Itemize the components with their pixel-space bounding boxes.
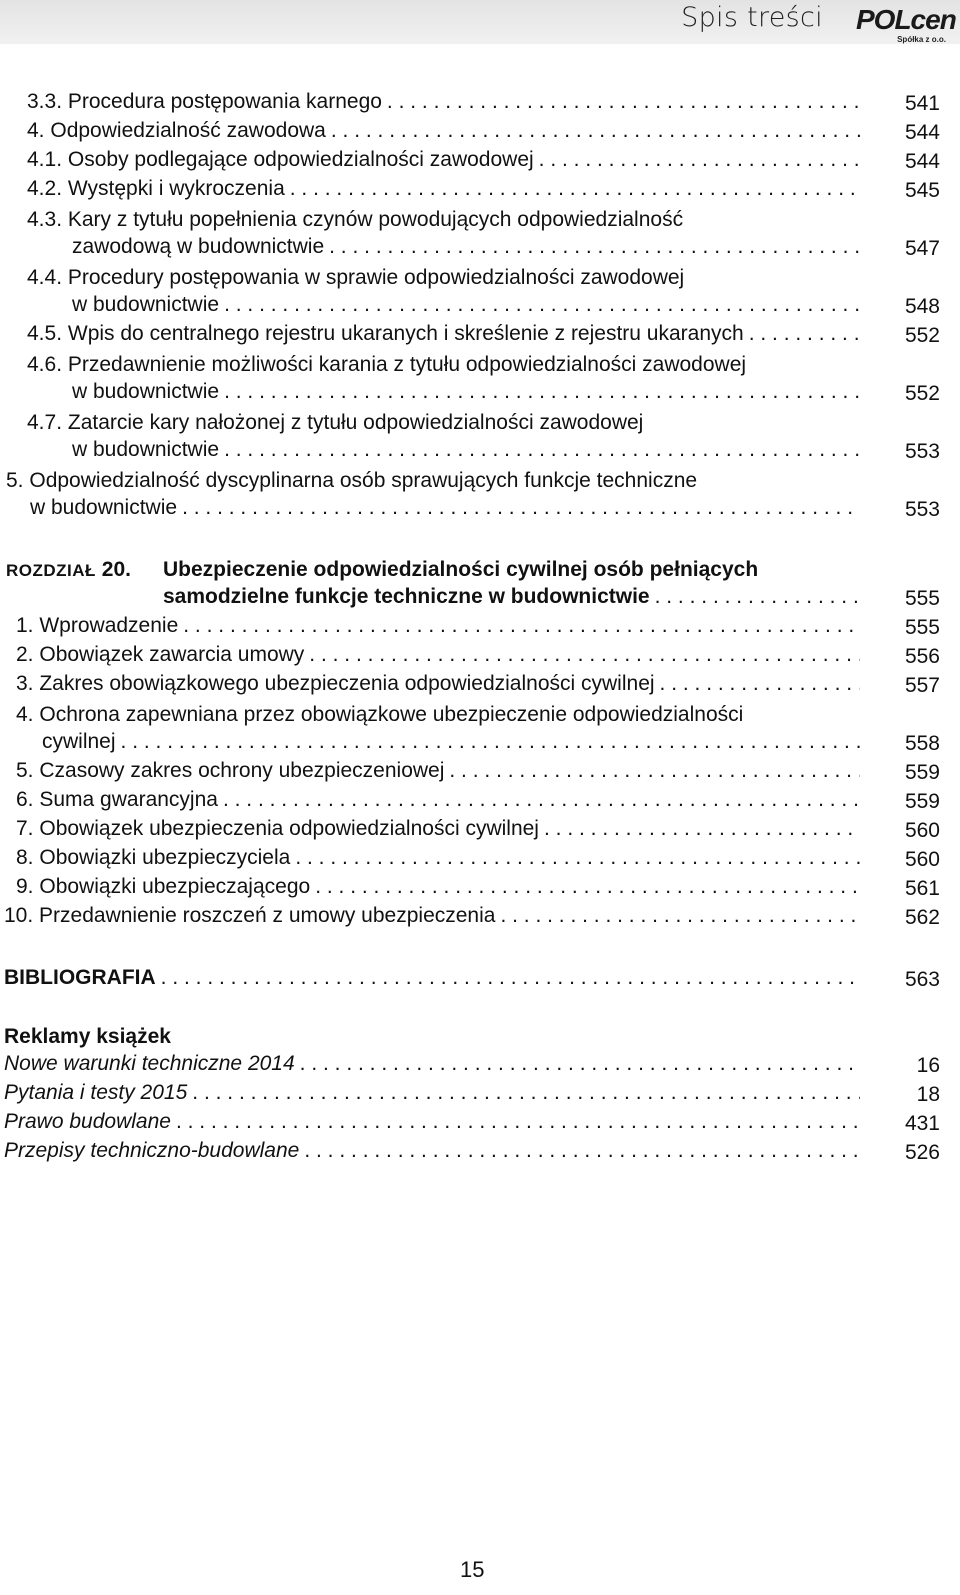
toc-entry-title: Zakres obowiązkowego ubezpieczenia odpowiedzialności cywilnej xyxy=(39,672,655,695)
toc-entry[interactable] xyxy=(0,119,960,147)
toc-entry-page: 552 xyxy=(904,382,940,405)
toc-entry-number: 4.2. xyxy=(27,177,63,200)
toc-entry-number: 5. xyxy=(6,469,24,492)
toc-entry-number: 1. xyxy=(16,614,34,637)
toc-entry-title: Występki i wykroczenia xyxy=(67,177,285,200)
ad-entry[interactable] xyxy=(0,1052,960,1080)
logo-main-text: POLcen xyxy=(856,4,956,35)
chapter-word: ROZDZIAŁ xyxy=(6,561,96,580)
toc-entry-number: 3. xyxy=(16,672,34,695)
leader-dots xyxy=(182,496,860,520)
toc-entry-number: 4.5. xyxy=(27,322,63,345)
toc-entry[interactable] xyxy=(0,380,960,408)
toc-entry-title: Zatarcie kary nałożonej z tytułu odpowiedzialności zawodowej xyxy=(67,411,644,434)
toc-entry-title: Obowiązek ubezpieczenia odpowiedzialności cywilnej xyxy=(39,817,539,840)
leader-dots xyxy=(309,643,860,667)
ad-title: Przepisy techniczno-budowlane xyxy=(4,1139,300,1162)
toc-entry-title: Wprowadzenie xyxy=(39,614,179,637)
chapter-heading-line1[interactable] xyxy=(6,556,131,585)
ad-title: Nowe warunki techniczne 2014 xyxy=(4,1052,295,1075)
toc-entry-page: 544 xyxy=(904,150,940,173)
toc-entry-page: 544 xyxy=(904,121,940,144)
toc-entry-title-line1[interactable] xyxy=(27,206,683,234)
toc-entry-page: 547 xyxy=(904,237,940,260)
toc-entry[interactable] xyxy=(0,235,960,263)
ad-title: Prawo budowlane xyxy=(4,1110,171,1133)
toc-entry-title-line1[interactable] xyxy=(27,264,684,292)
toc-entry[interactable] xyxy=(0,904,960,932)
toc-entry[interactable] xyxy=(0,730,960,758)
toc-entry-page: 553 xyxy=(904,498,940,521)
toc-entry-page: 557 xyxy=(904,674,940,697)
leader-dots xyxy=(161,966,860,990)
ad-page: 526 xyxy=(904,1141,940,1164)
toc-entry[interactable] xyxy=(0,322,960,350)
leader-dots xyxy=(295,846,860,870)
toc-entry-page: 559 xyxy=(904,790,940,813)
leader-dots xyxy=(121,730,860,754)
leader-dots xyxy=(223,788,860,812)
toc-entry-number: 8. xyxy=(16,846,34,869)
toc-entry-number: 9. xyxy=(16,875,34,898)
toc-entry-title: Czasowy zakres ochrony ubezpieczeniowej xyxy=(39,759,445,782)
toc-entry-number: 2. xyxy=(16,643,34,666)
header-title: Spis treści xyxy=(681,2,823,33)
toc-entry-page: 558 xyxy=(904,732,940,755)
leader-dots xyxy=(329,235,860,259)
toc-entry[interactable] xyxy=(0,148,960,176)
toc-entry[interactable] xyxy=(0,817,960,845)
ad-title: Pytania i testy 2015 xyxy=(4,1081,188,1104)
toc-entry-title: Obowiązek zawarcia umowy xyxy=(39,643,305,666)
chapter-entry[interactable] xyxy=(0,585,960,613)
toc-entry-number: 4. xyxy=(27,119,45,142)
toc-entry-number: 4. xyxy=(16,703,34,726)
toc-entry-title: Osoby podlegające odpowiedzialności zawodowej xyxy=(67,148,534,171)
toc-entry[interactable] xyxy=(0,788,960,816)
toc-entry-title-continued: w budownictwie xyxy=(72,438,220,461)
toc-entry[interactable] xyxy=(0,672,960,700)
leader-dots xyxy=(224,293,860,317)
toc-entry-title: Obowiązki ubezpieczającego xyxy=(39,875,311,898)
toc-entry-number: 6. xyxy=(16,788,34,811)
toc-entry-title-continued: zawodową w budownictwie xyxy=(72,235,325,258)
leader-dots xyxy=(300,1052,860,1076)
toc-entry-title: Wpis do centralnego rejestru ukaranych i skreślenie z rejestru ukaranych xyxy=(67,322,744,345)
toc-entry-page: 553 xyxy=(904,440,940,463)
toc-entry-page: 545 xyxy=(904,179,940,202)
toc-entry-title: Przedawnienie możliwości karania z tytułu odpowiedzialności zawodowej xyxy=(67,353,747,376)
toc-entry-number: 10. xyxy=(4,904,34,927)
toc-entry-title: Odpowiedzialność zawodowa xyxy=(50,119,326,142)
ad-entry[interactable] xyxy=(0,1110,960,1138)
toc-entry-number: 4.4. xyxy=(27,266,63,289)
toc-entry[interactable] xyxy=(0,846,960,874)
toc-entry[interactable] xyxy=(0,177,960,205)
toc-entry-page: 562 xyxy=(904,906,940,929)
ad-page: 18 xyxy=(916,1083,940,1106)
leader-dots xyxy=(176,1110,860,1134)
leader-dots xyxy=(749,322,860,346)
toc-entry[interactable] xyxy=(0,438,960,466)
toc-entry-title-continued: w budownictwie xyxy=(30,496,178,519)
toc-entry-title-continued: w budownictwie xyxy=(72,380,220,403)
bibliography-entry[interactable] xyxy=(0,966,960,994)
bibliography-page: 563 xyxy=(904,968,940,991)
logo-sub-text: Spółka z o.o. xyxy=(897,35,946,44)
publisher-logo xyxy=(856,4,956,44)
toc-entry-title: Kary z tytułu popełnienia czynów powodujących odpowiedzialność xyxy=(67,208,684,231)
leader-dots xyxy=(660,672,860,696)
leader-dots xyxy=(183,614,860,638)
leader-dots xyxy=(304,1139,860,1163)
toc-entry-title-line1[interactable] xyxy=(16,701,743,729)
toc-entry-number: 3.3. xyxy=(27,90,63,113)
toc-entry-page: 541 xyxy=(904,92,940,115)
toc-entry-number: 4.1. xyxy=(27,148,63,171)
toc-entry-page: 556 xyxy=(904,645,940,668)
toc-entry[interactable] xyxy=(0,293,960,321)
ad-entry[interactable] xyxy=(0,1139,960,1167)
toc-entry[interactable] xyxy=(0,875,960,903)
toc-entry[interactable] xyxy=(0,759,960,787)
chapter-title-line2: samodzielne funkcje techniczne w budownictwie xyxy=(163,585,650,608)
ad-entry[interactable] xyxy=(0,1081,960,1109)
toc-entry-page: 552 xyxy=(904,324,940,347)
toc-entry-title-continued: w budownictwie xyxy=(72,293,220,316)
leader-dots xyxy=(449,759,860,783)
toc-entry-title-continued: cywilnej xyxy=(42,730,116,753)
toc-entry-page: 560 xyxy=(904,819,940,842)
leader-dots xyxy=(315,875,860,899)
toc-entry-number: 4.3. xyxy=(27,208,63,231)
toc-entry-page: 559 xyxy=(904,761,940,784)
toc-entry-number: 4.6. xyxy=(27,353,63,376)
toc-entry-title-line1[interactable] xyxy=(27,409,643,437)
toc-entry-title: Ochrona zapewniana przez obowiązkowe ubezpieczenie odpowiedzialności xyxy=(39,703,744,726)
toc-entry[interactable] xyxy=(0,643,960,671)
toc-entry-title: Odpowiedzialność dyscyplinarna osób sprawujących funkcje techniczne xyxy=(29,469,698,492)
toc-entry-page: 561 xyxy=(904,877,940,900)
leader-dots xyxy=(500,904,860,928)
toc-entry-title: Obowiązki ubezpieczyciela xyxy=(39,846,291,869)
chapter-title-line1: Ubezpieczenie odpowiedzialności cywilnej osób pełniących xyxy=(163,558,759,581)
toc-entry-page: 555 xyxy=(904,616,940,639)
ads-heading: Reklamy książek xyxy=(4,1025,171,1048)
toc-entry-title: Suma gwarancyjna xyxy=(39,788,218,811)
leader-dots xyxy=(224,380,860,404)
toc-entry-number: 7. xyxy=(16,817,34,840)
toc-entry-page: 548 xyxy=(904,295,940,318)
chapter-page: 555 xyxy=(904,587,940,610)
leader-dots xyxy=(387,90,860,114)
toc-entry[interactable] xyxy=(0,90,960,118)
leader-dots xyxy=(224,438,860,462)
leader-dots xyxy=(655,585,860,609)
toc-entry[interactable] xyxy=(0,496,960,524)
toc-entry-title-line1[interactable] xyxy=(6,467,697,495)
footer-page-number: 15 xyxy=(460,1557,485,1582)
bibliography-label: BIBLIOGRAFIA xyxy=(4,966,156,989)
toc-entry[interactable] xyxy=(0,614,960,642)
leader-dots xyxy=(331,119,860,143)
toc-entry-number: 4.7. xyxy=(27,411,63,434)
leader-dots xyxy=(192,1081,860,1105)
leader-dots xyxy=(290,177,860,201)
toc-entry-title: Procedura postępowania karnego xyxy=(67,90,382,113)
ad-page: 16 xyxy=(916,1054,940,1077)
toc-entry-title: Przedawnienie roszczeń z umowy ubezpieczenia xyxy=(39,904,496,927)
ad-page: 431 xyxy=(904,1112,940,1135)
leader-dots xyxy=(544,817,860,841)
toc-entry-title-line1[interactable] xyxy=(27,351,746,379)
toc-entry-title: Procedury postępowania w sprawie odpowiedzialności zawodowej xyxy=(67,266,685,289)
toc-entry-page: 560 xyxy=(904,848,940,871)
leader-dots xyxy=(539,148,860,172)
chapter-number: 20. xyxy=(101,558,131,581)
toc-entry-number: 5. xyxy=(16,759,34,782)
